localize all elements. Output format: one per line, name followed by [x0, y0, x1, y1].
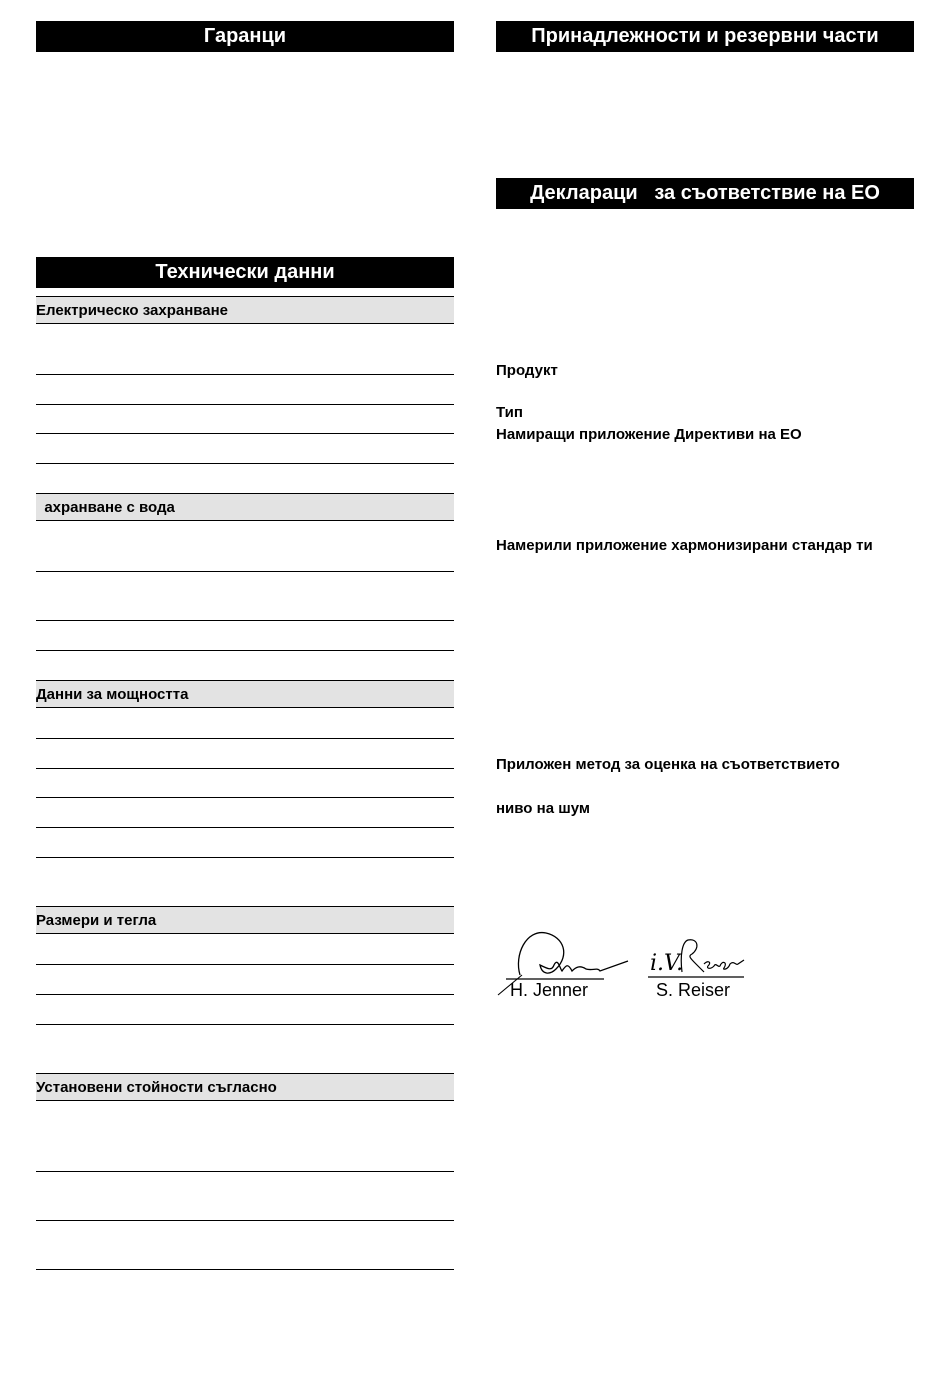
conformity-assessment-label: Приложен метод за оценка на съответствието — [496, 756, 840, 773]
noise-level-label: ниво на шум — [496, 800, 590, 817]
section-power-data: Данни за мощността — [36, 680, 454, 708]
table-row-rule — [36, 374, 454, 375]
section-water-supply: ахранване с вода — [36, 493, 454, 521]
ec-directives-label: Намиращи приложение Директиви на ЕО — [496, 426, 802, 443]
accessories-heading: Принадлежности и резервни части — [496, 21, 914, 52]
section-electrical: Електрическо захранване — [36, 296, 454, 324]
signatory-reiser: S. Reiser — [656, 980, 731, 1000]
type-label: Тип — [496, 404, 523, 421]
table-row-rule — [36, 738, 454, 739]
table-row-rule — [36, 433, 454, 434]
table-row-rule — [36, 827, 454, 828]
tech-data-heading: Технически данни — [36, 257, 454, 288]
table-row-rule — [36, 1024, 454, 1025]
reiser-prefix: i.V. — [650, 951, 684, 976]
table-row-rule — [36, 797, 454, 798]
table-row-rule — [36, 1171, 454, 1172]
table-row-rule — [36, 404, 454, 405]
table-row-rule — [36, 994, 454, 995]
signature-reiser — [646, 934, 748, 980]
warranty-heading: Гаранци — [36, 21, 454, 52]
table-row-rule — [36, 571, 454, 572]
section-dimensions: Размери и тегла — [36, 906, 454, 934]
table-row-rule — [36, 650, 454, 651]
table-row-rule — [36, 1220, 454, 1221]
table-row-rule — [36, 620, 454, 621]
table-row-rule — [36, 964, 454, 965]
table-row-rule — [36, 768, 454, 769]
harmonized-standards-label: Намерили приложение хармонизирани стандар ти — [496, 537, 873, 554]
table-row-rule — [36, 857, 454, 858]
table-row-rule — [36, 463, 454, 464]
section-determined-values: Установени стойности съгласно — [36, 1073, 454, 1101]
table-row-rule — [36, 1269, 454, 1270]
signatory-jenner: H. Jenner — [510, 980, 589, 1000]
product-label: Продукт — [496, 362, 558, 379]
ec-declaration-heading: Деклараци за съответствие на ЕО — [496, 178, 914, 209]
